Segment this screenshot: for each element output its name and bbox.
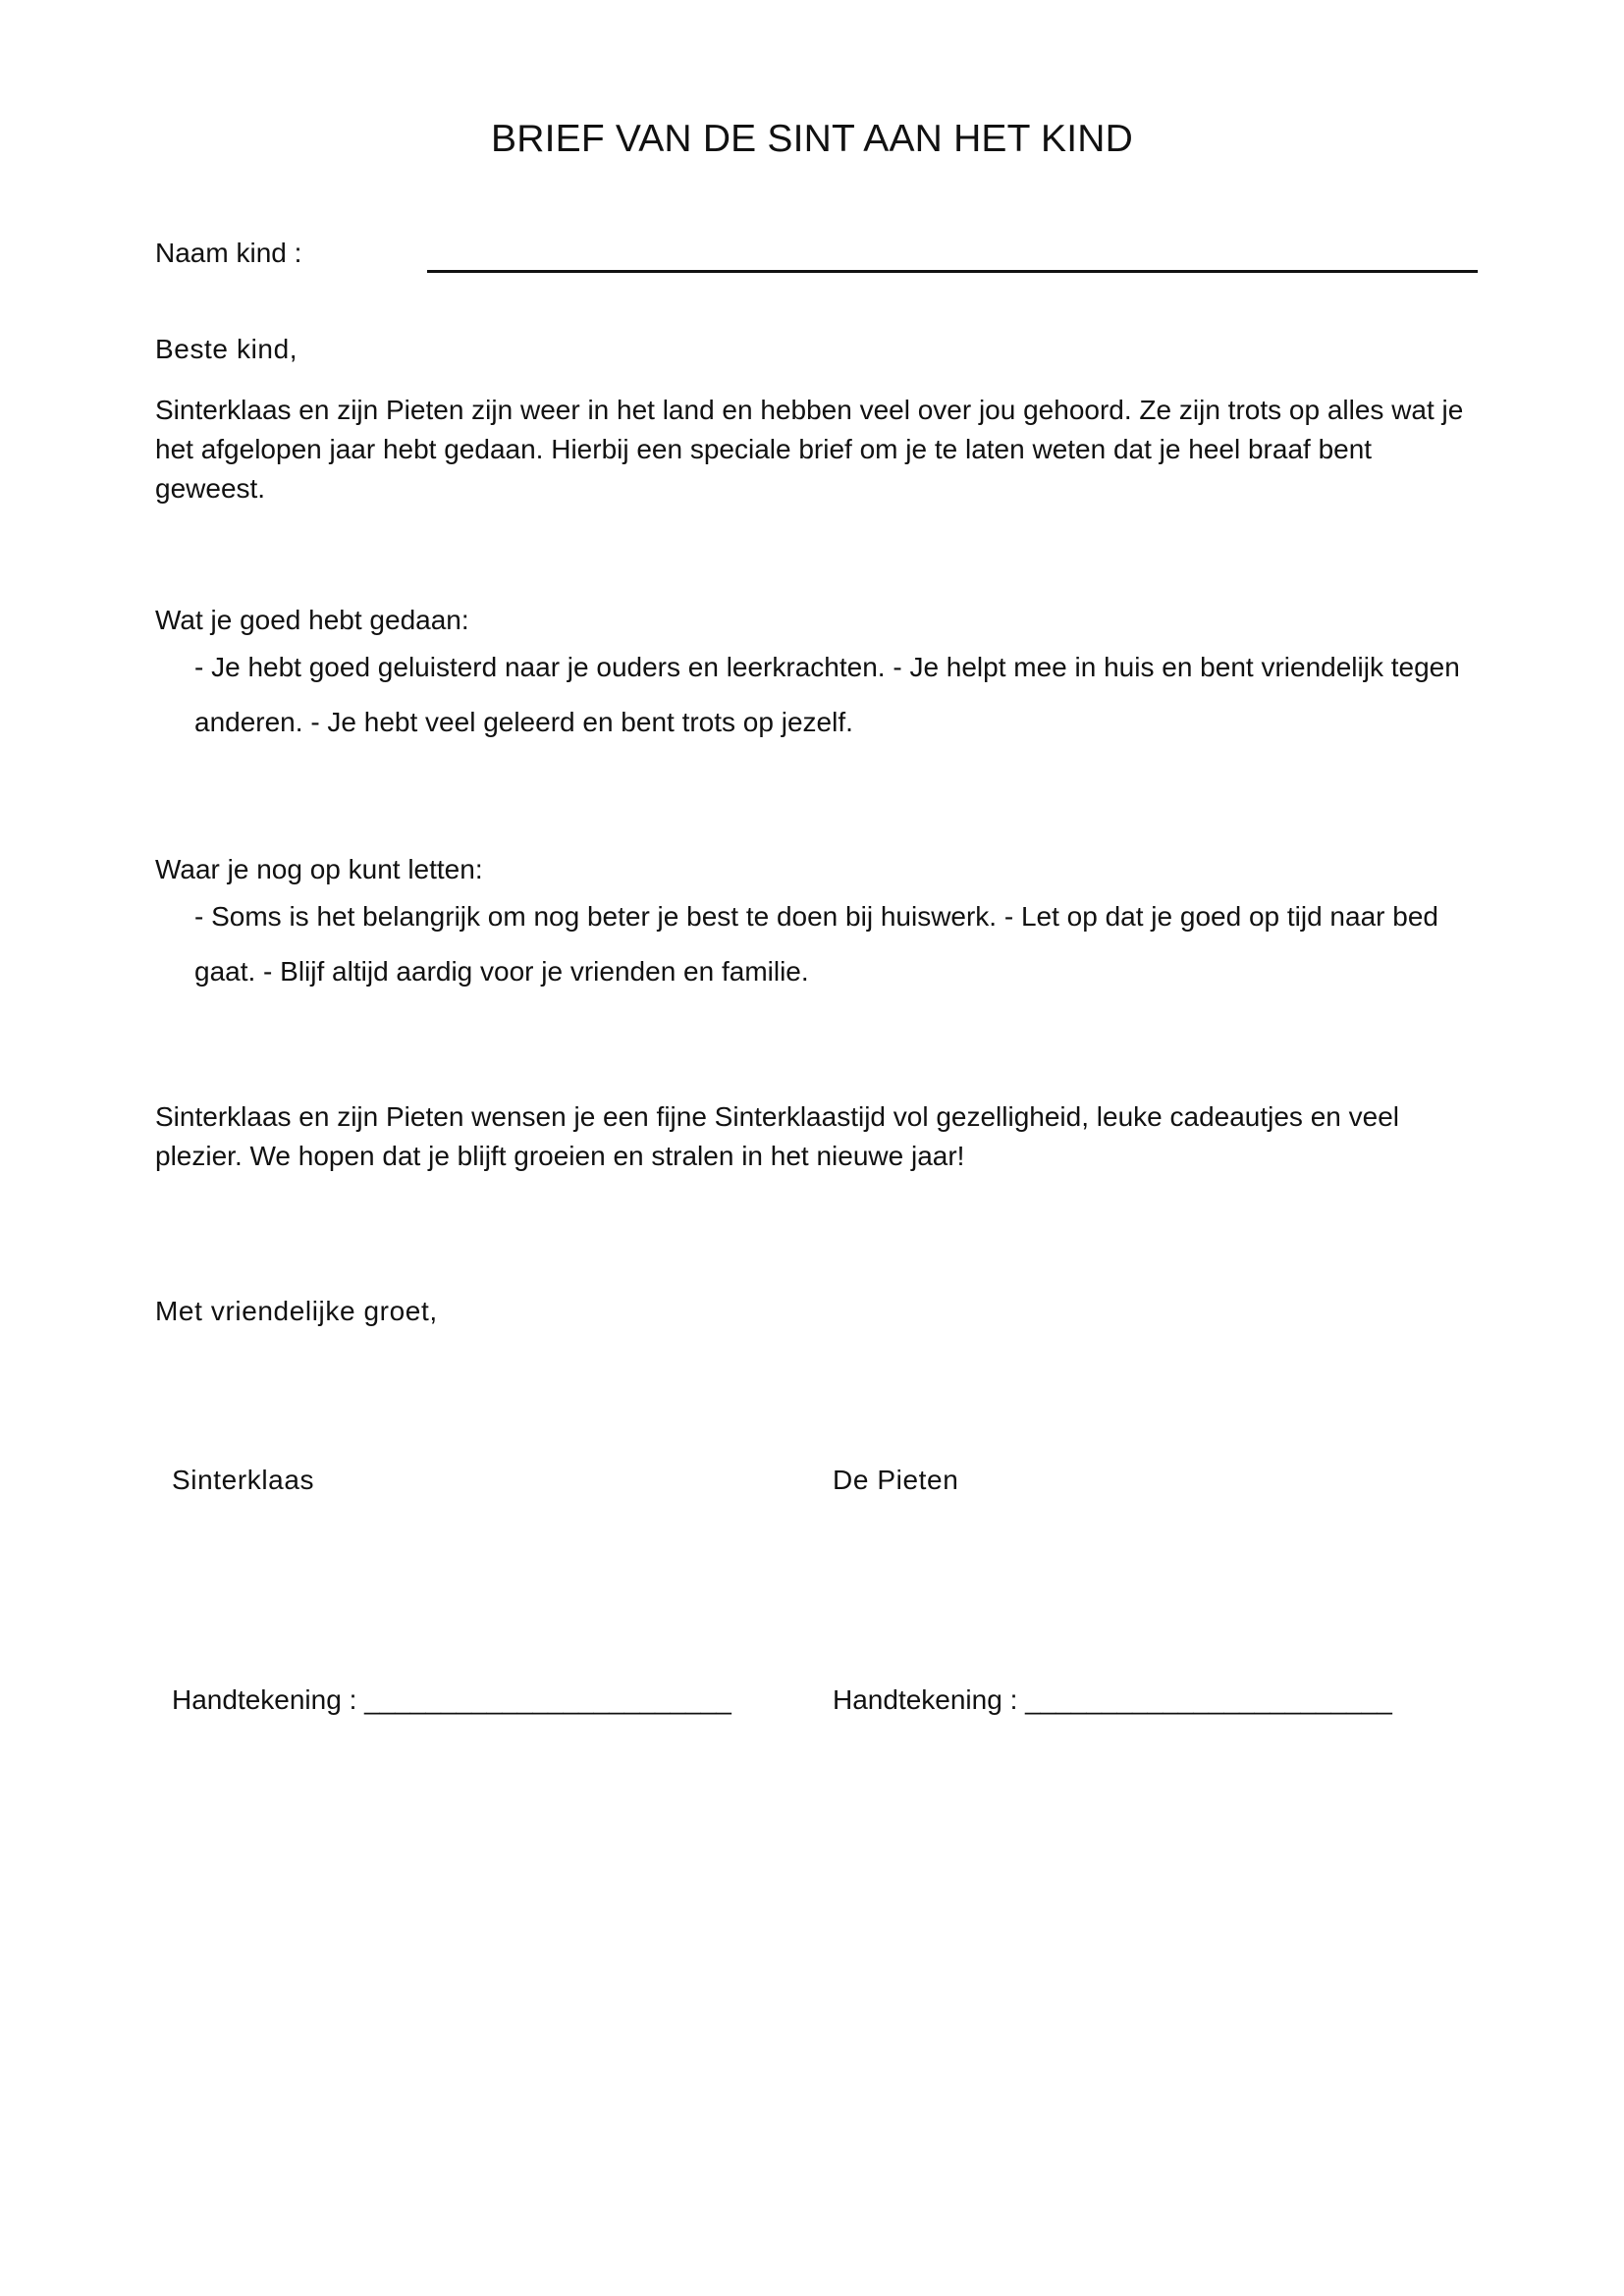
child-name-label: Naam kind : <box>155 238 302 268</box>
intro-line: geweest. <box>155 473 266 504</box>
improve-line: gaat. - Blijf altijd aardig voor je vrienden en familie. <box>194 956 809 987</box>
signatory-sinterklaas: Sinterklaas <box>172 1465 315 1495</box>
wish-line: Sinterklaas en zijn Pieten wensen je een fijne Sinterklaastijd vol gezelligheid, leuke cadeautjes en veel <box>155 1101 1399 1132</box>
good-heading: Wat je goed hebt gedaan: <box>155 605 469 635</box>
closing: Met vriendelijke groet, <box>155 1296 438 1326</box>
improve-line: - Soms is het belangrijk om nog beter je best te doen bij huiswerk. - Let op dat je goed op tijd naar bed <box>194 901 1438 932</box>
child-name-line[interactable] <box>427 270 1478 273</box>
good-list <box>194 640 1460 750</box>
intro-line: het afgelopen jaar hebt gedaan. Hierbij een speciale brief om je te laten weten dat je heel braaf bent <box>155 434 1373 464</box>
page-title: BRIEF VAN DE SINT AAN HET KIND <box>491 118 1133 160</box>
intro-paragraph <box>155 391 1463 508</box>
improve-heading: Waar je nog op kunt letten: <box>155 854 483 884</box>
good-line: anderen. - Je hebt veel geleerd en bent trots op jezelf. <box>194 707 853 737</box>
greeting: Beste kind, <box>155 334 298 364</box>
wish-paragraph <box>155 1097 1399 1176</box>
improve-list <box>194 889 1438 999</box>
signature-field-sinterklaas[interactable]: Handtekening : ________________________ <box>172 1684 731 1715</box>
signature-field-pieten[interactable]: Handtekening : ________________________ <box>833 1684 1392 1715</box>
good-line: - Je hebt goed geluisterd naar je ouders en leerkrachten. - Je helpt mee in huis en bent vriendelijk tegen <box>194 652 1460 682</box>
intro-line: Sinterklaas en zijn Pieten zijn weer in het land en hebben veel over jou gehoord. Ze zijn trots op alles wat je <box>155 395 1464 425</box>
wish-line: plezier. We hopen dat je blijft groeien en stralen in het nieuwe jaar! <box>155 1141 965 1171</box>
signatory-pieten: De Pieten <box>833 1465 959 1495</box>
